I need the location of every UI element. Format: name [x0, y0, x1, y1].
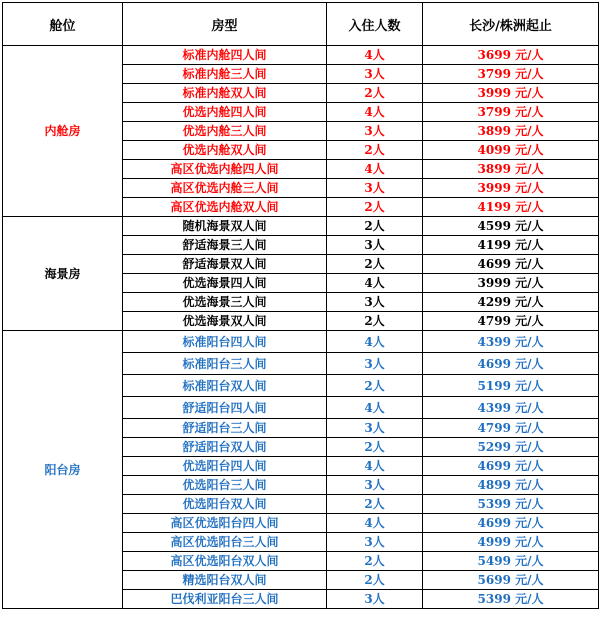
- occupancy-cell: 3人: [327, 476, 423, 495]
- price-cell: 4699 元/人: [423, 255, 599, 274]
- header-occupancy: 入住人数: [327, 3, 423, 46]
- room-type-cell: 随机海景双人间: [123, 217, 327, 236]
- price-cell: 3799 元/人: [423, 103, 599, 122]
- occupancy-cell: 3人: [327, 65, 423, 84]
- room-type-cell: 标准阳台四人间: [123, 331, 327, 353]
- price-cell: 5299 元/人: [423, 438, 599, 457]
- occupancy-cell: 2人: [327, 495, 423, 514]
- occupancy-cell: 3人: [327, 179, 423, 198]
- occupancy-cell: 4人: [327, 103, 423, 122]
- room-type-cell: 优选海景三人间: [123, 293, 327, 312]
- room-type-cell: 标准内舱三人间: [123, 65, 327, 84]
- room-type-cell: 优选阳台四人间: [123, 457, 327, 476]
- occupancy-cell: 3人: [327, 533, 423, 552]
- room-type-cell: 优选内舱双人间: [123, 141, 327, 160]
- room-type-cell: 舒适阳台双人间: [123, 438, 327, 457]
- room-type-cell: 优选阳台双人间: [123, 495, 327, 514]
- room-type-cell: 高区优选阳台四人间: [123, 514, 327, 533]
- price-cell: 4299 元/人: [423, 293, 599, 312]
- room-type-cell: 舒适海景三人间: [123, 236, 327, 255]
- price-cell: 4999 元/人: [423, 533, 599, 552]
- price-cell: 4399 元/人: [423, 331, 599, 353]
- table-body: [3, 46, 599, 609]
- room-type-cell: 优选内舱四人间: [123, 103, 327, 122]
- room-type-cell: 高区优选阳台三人间: [123, 533, 327, 552]
- price-cell: 4199 元/人: [423, 198, 599, 217]
- price-cell: 3899 元/人: [423, 160, 599, 179]
- occupancy-cell: 4人: [327, 397, 423, 419]
- occupancy-cell: 4人: [327, 160, 423, 179]
- room-type-cell: 标准内舱双人间: [123, 84, 327, 103]
- price-cell: 3899 元/人: [423, 122, 599, 141]
- price-cell: 4399 元/人: [423, 397, 599, 419]
- price-cell: 5399 元/人: [423, 495, 599, 514]
- price-cell: 5399 元/人: [423, 590, 599, 609]
- table-row: [3, 46, 599, 65]
- occupancy-cell: 2人: [327, 312, 423, 331]
- room-type-cell: 优选阳台三人间: [123, 476, 327, 495]
- occupancy-cell: 2人: [327, 438, 423, 457]
- room-type-cell: 舒适阳台四人间: [123, 397, 327, 419]
- cabin-price-table: [2, 2, 599, 609]
- price-cell: 4699 元/人: [423, 514, 599, 533]
- price-cell: 4899 元/人: [423, 476, 599, 495]
- occupancy-cell: 4人: [327, 514, 423, 533]
- price-cell: 4699 元/人: [423, 457, 599, 476]
- occupancy-cell: 3人: [327, 353, 423, 375]
- occupancy-cell: 3人: [327, 236, 423, 255]
- price-cell: 5199 元/人: [423, 375, 599, 397]
- room-type-cell: 高区优选内舱三人间: [123, 179, 327, 198]
- price-cell: 4099 元/人: [423, 141, 599, 160]
- room-type-cell: 舒适阳台三人间: [123, 419, 327, 438]
- room-type-cell: 优选海景四人间: [123, 274, 327, 293]
- occupancy-cell: 3人: [327, 122, 423, 141]
- price-cell: 4199 元/人: [423, 236, 599, 255]
- price-cell: 3799 元/人: [423, 65, 599, 84]
- room-type-cell: 舒适海景双人间: [123, 255, 327, 274]
- occupancy-cell: 2人: [327, 198, 423, 217]
- price-cell: 4799 元/人: [423, 312, 599, 331]
- price-cell: 3999 元/人: [423, 179, 599, 198]
- room-type-cell: 优选海景双人间: [123, 312, 327, 331]
- cabin-price-table-container: [2, 2, 598, 624]
- room-type-cell: 标准阳台三人间: [123, 353, 327, 375]
- occupancy-cell: 3人: [327, 293, 423, 312]
- room-type-cell: 标准内舱四人间: [123, 46, 327, 65]
- occupancy-cell: 2人: [327, 255, 423, 274]
- price-cell: 3699 元/人: [423, 46, 599, 65]
- occupancy-cell: 4人: [327, 457, 423, 476]
- occupancy-cell: 4人: [327, 331, 423, 353]
- header-row: [3, 3, 599, 46]
- price-cell: 4799 元/人: [423, 419, 599, 438]
- price-cell: 5499 元/人: [423, 552, 599, 571]
- price-cell: 3999 元/人: [423, 84, 599, 103]
- occupancy-cell: 2人: [327, 84, 423, 103]
- header-room-type: 房型: [123, 3, 327, 46]
- category-cell: 内舱房: [3, 46, 123, 217]
- room-type-cell: 精选阳台双人间: [123, 571, 327, 590]
- category-cell: 海景房: [3, 217, 123, 331]
- header-price: 长沙/株洲起止: [423, 3, 599, 46]
- room-type-cell: 高区优选内舱双人间: [123, 198, 327, 217]
- occupancy-cell: 3人: [327, 590, 423, 609]
- table-row: [3, 217, 599, 236]
- occupancy-cell: 2人: [327, 375, 423, 397]
- table-row: [3, 331, 599, 353]
- header-cabin-class: 舱位: [3, 3, 123, 46]
- occupancy-cell: 3人: [327, 419, 423, 438]
- price-cell: 4699 元/人: [423, 353, 599, 375]
- room-type-cell: 优选内舱三人间: [123, 122, 327, 141]
- room-type-cell: 高区优选阳台双人间: [123, 552, 327, 571]
- room-type-cell: 标准阳台双人间: [123, 375, 327, 397]
- occupancy-cell: 4人: [327, 46, 423, 65]
- price-cell: 4599 元/人: [423, 217, 599, 236]
- occupancy-cell: 2人: [327, 217, 423, 236]
- occupancy-cell: 2人: [327, 141, 423, 160]
- room-type-cell: 高区优选内舱四人间: [123, 160, 327, 179]
- price-cell: 3999 元/人: [423, 274, 599, 293]
- category-cell: 阳台房: [3, 331, 123, 609]
- room-type-cell: 巴伐利亚阳台三人间: [123, 590, 327, 609]
- occupancy-cell: 2人: [327, 552, 423, 571]
- price-cell: 5699 元/人: [423, 571, 599, 590]
- occupancy-cell: 4人: [327, 274, 423, 293]
- occupancy-cell: 2人: [327, 571, 423, 590]
